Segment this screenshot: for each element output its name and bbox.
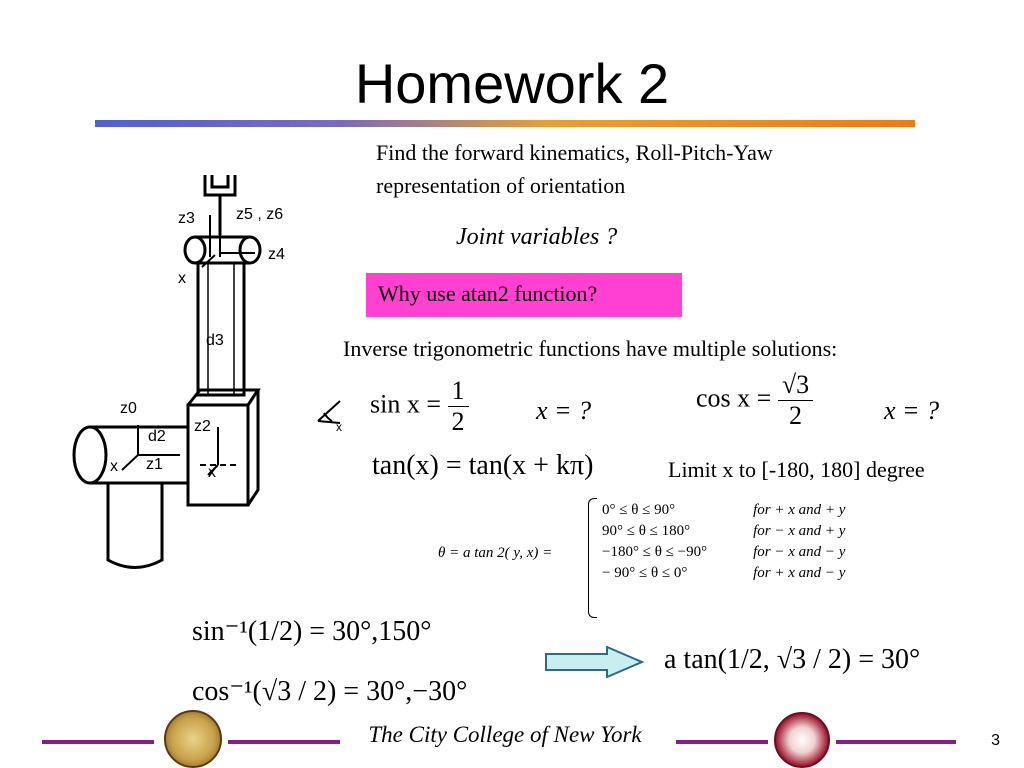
atan2-case-row: [596, 521, 851, 542]
label-x-right: x: [208, 464, 216, 481]
tan-equation: tan(x) = tan(x + kπ): [372, 450, 594, 481]
joint-variables-question: Joint variables ?: [456, 224, 618, 250]
cos-num: √3: [778, 370, 813, 401]
label-z2: z2: [194, 418, 211, 435]
footer-line-1: [42, 740, 154, 744]
robotics-lab-logo-icon: [774, 712, 830, 768]
label-z0: z0: [120, 400, 137, 417]
asin-result: sin⁻¹(1/2) = 30°,150°: [192, 616, 432, 647]
cos-den: 2: [788, 401, 802, 430]
college-seal-icon: [164, 710, 222, 768]
label-d2: d2: [148, 428, 166, 445]
label-x-left: x: [110, 458, 118, 475]
label-z4: z4: [268, 246, 285, 263]
footer-line-2: [228, 740, 340, 744]
label-d3: d3: [206, 332, 224, 349]
atan2-case-cond: for + x and + y: [753, 502, 846, 518]
cos-equation: [696, 370, 813, 431]
angle-icon: [312, 393, 352, 433]
label-z5-z6: z5 , z6: [236, 206, 284, 223]
atan2-lhs: θ = a tan 2( y, x) =: [438, 545, 553, 561]
right-arrow-icon: [545, 646, 645, 678]
angle-icon-label: x: [336, 420, 342, 433]
cos-question: x = ?: [884, 396, 940, 425]
robot-arm-diagram: [60, 165, 320, 575]
atan2-case-range: −180° ≤ θ ≤ −90°: [602, 544, 708, 560]
cos-lhs: cos x =: [696, 383, 772, 413]
footer-line-4: [836, 740, 956, 744]
atan2-case-cond: for + x and − y: [753, 565, 846, 581]
task-line-2: representation of orientation: [376, 173, 626, 198]
label-z3: z3: [178, 210, 195, 227]
acos-result: cos⁻¹(√3 / 2) = 30°,−30°: [192, 676, 468, 707]
atan2-case-row: [596, 500, 851, 521]
inverse-note: Inverse trigonometric functions have multiple solutions:: [343, 336, 838, 361]
slide-title: Homework 2: [354, 52, 670, 115]
sin-equation: [370, 376, 469, 437]
sin-num: 1: [448, 376, 469, 407]
sin-den: 2: [451, 407, 465, 436]
page-number: 3: [991, 732, 1000, 749]
task-line-1: Find the forward kinematics, Roll-Pitch-Yaw: [376, 140, 773, 165]
footer-college-name: The City College of New York: [368, 722, 642, 747]
atan2-case-range: 90° ≤ θ ≤ 180°: [602, 523, 691, 539]
footer-line-3: [676, 740, 768, 744]
atan2-case-cond: for − x and − y: [753, 544, 846, 560]
why-atan2-text: Why use atan2 function?: [378, 281, 598, 306]
why-atan2-box: [366, 273, 682, 317]
atan2-case-range: − 90° ≤ θ ≤ 0°: [602, 565, 688, 581]
atan2-cases: [596, 500, 851, 584]
title-underline: [95, 120, 915, 127]
atan2-case-range: 0° ≤ θ ≤ 90°: [602, 502, 676, 518]
limit-note: Limit x to [-180, 180] degree: [668, 457, 925, 482]
label-x-top: x: [178, 270, 186, 287]
atan2-result: a tan(1/2, √3 / 2) = 30°: [664, 644, 921, 675]
sin-lhs: sin x =: [370, 389, 442, 419]
atan2-case-row: [596, 563, 851, 584]
atan2-case-cond: for − x and + y: [753, 523, 846, 539]
label-z1: z1: [146, 456, 163, 473]
sin-question: x = ?: [536, 396, 592, 425]
atan2-case-row: [596, 542, 851, 563]
